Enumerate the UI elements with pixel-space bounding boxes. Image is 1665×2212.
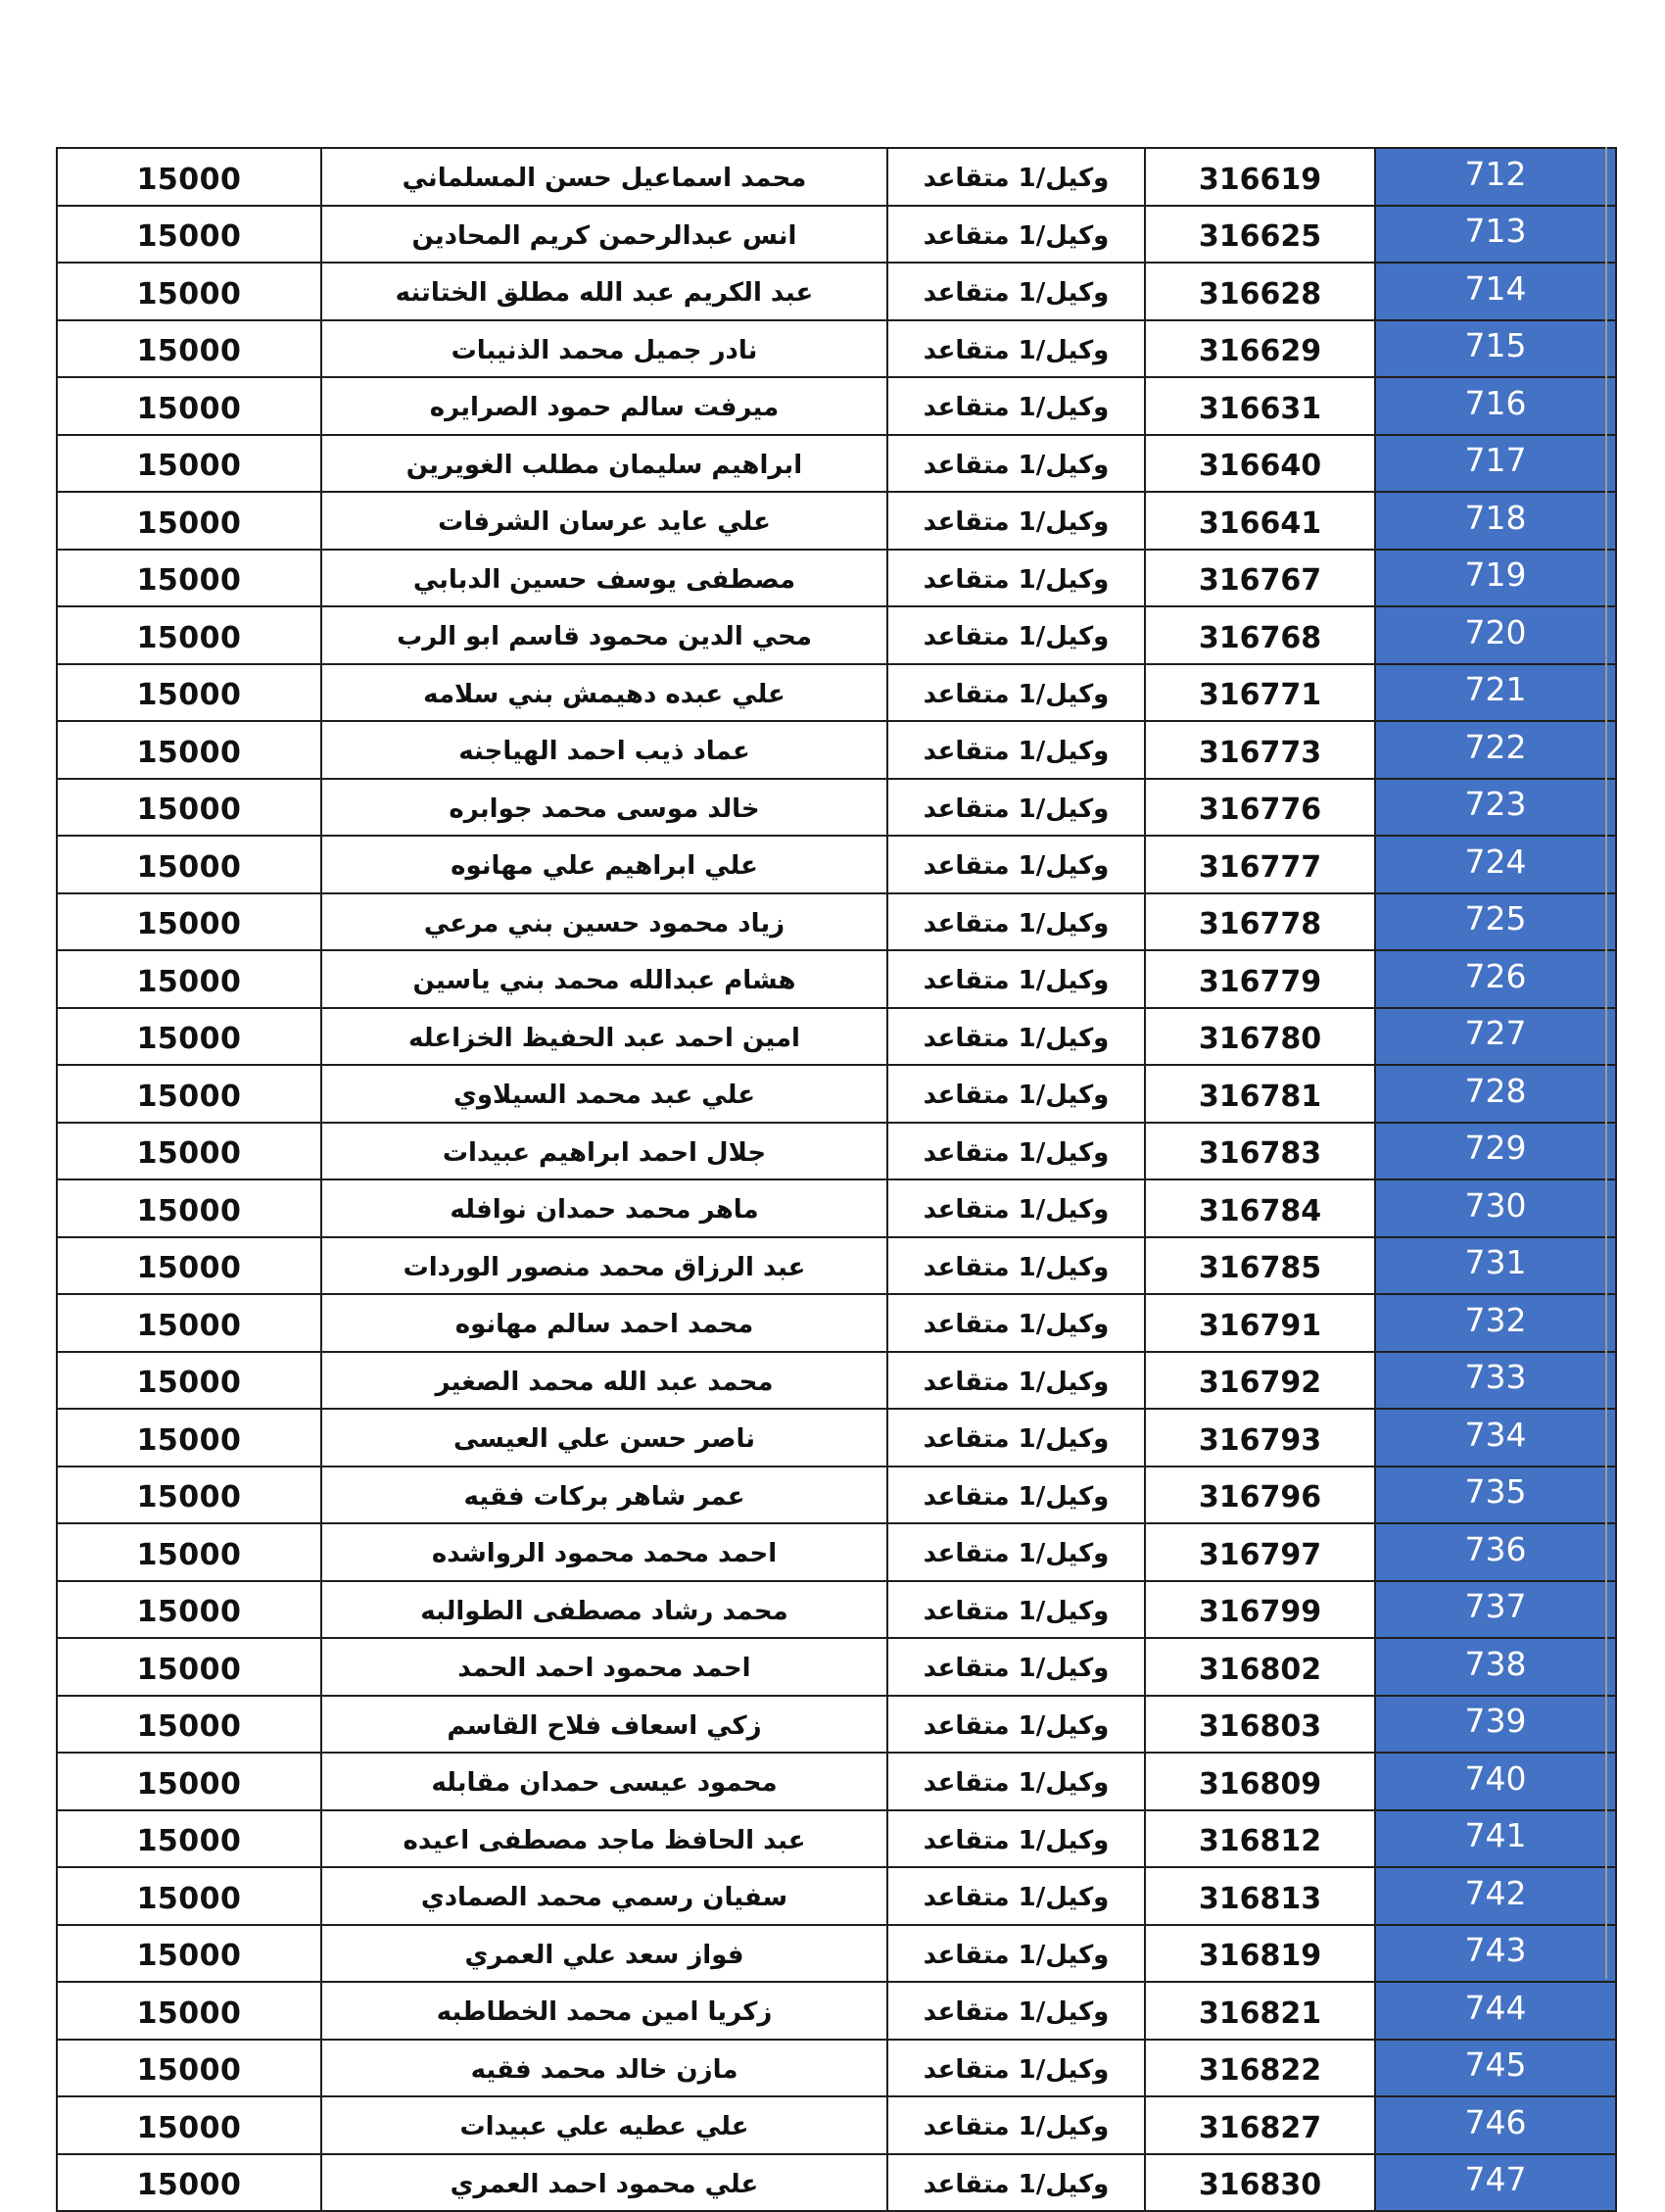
record-id-cell: 316631 xyxy=(1145,377,1375,435)
full-name-cell: مازن خالد محمد فقيه xyxy=(321,2040,887,2097)
record-id-cell: 316819 xyxy=(1145,1925,1375,1983)
amount-cell: 15000 xyxy=(57,2096,321,2154)
record-id-cell: 316629 xyxy=(1145,320,1375,378)
table-row xyxy=(57,1925,1616,1983)
table-row xyxy=(57,435,1616,493)
sequence-number-cell: 714 xyxy=(1375,263,1616,320)
status-type-cell: وكيل/1 متقاعد xyxy=(887,1581,1145,1639)
status-type-cell: وكيل/1 متقاعد xyxy=(887,206,1145,264)
status-type-cell: وكيل/1 متقاعد xyxy=(887,492,1145,550)
full-name-cell: محمود عيسى حمدان مقابله xyxy=(321,1753,887,1810)
amount-cell: 15000 xyxy=(57,664,321,722)
record-id-cell: 316793 xyxy=(1145,1409,1375,1467)
amount-cell: 15000 xyxy=(57,377,321,435)
sequence-number-cell: 739 xyxy=(1375,1696,1616,1754)
full-name-cell: ميرفت سالم حمود الصرايره xyxy=(321,377,887,435)
record-id-cell: 316812 xyxy=(1145,1810,1375,1868)
status-type-cell: وكيل/1 متقاعد xyxy=(887,1123,1145,1180)
amount-cell: 15000 xyxy=(57,779,321,837)
status-type-cell: وكيل/1 متقاعد xyxy=(887,148,1145,206)
record-id-cell: 316771 xyxy=(1145,664,1375,722)
sequence-number-cell: 725 xyxy=(1375,893,1616,951)
table-row xyxy=(57,893,1616,951)
table-row xyxy=(57,263,1616,320)
sequence-number-cell: 738 xyxy=(1375,1638,1616,1696)
full-name-cell: امين احمد عبد الحفيظ الخزاعله xyxy=(321,1008,887,1066)
full-name-cell: محي الدين محمود قاسم ابو الرب xyxy=(321,606,887,664)
table-row xyxy=(57,1867,1616,1925)
table-row xyxy=(57,1008,1616,1066)
record-id-cell: 316830 xyxy=(1145,2154,1375,2212)
table-row xyxy=(57,1237,1616,1295)
sequence-number-cell: 737 xyxy=(1375,1581,1616,1639)
sequence-number-cell: 727 xyxy=(1375,1008,1616,1066)
record-id-cell: 316628 xyxy=(1145,263,1375,320)
status-type-cell: وكيل/1 متقاعد xyxy=(887,1638,1145,1696)
sequence-number-cell: 731 xyxy=(1375,1237,1616,1295)
full-name-cell: علي عطيه علي عبيدات xyxy=(321,2096,887,2154)
amount-cell: 15000 xyxy=(57,1753,321,1810)
sequence-number-cell: 742 xyxy=(1375,1867,1616,1925)
full-name-cell: انس عبدالرحمن كريم المحادين xyxy=(321,206,887,264)
sequence-number-cell: 736 xyxy=(1375,1523,1616,1581)
record-id-cell: 316809 xyxy=(1145,1753,1375,1810)
amount-cell: 15000 xyxy=(57,950,321,1008)
full-name-cell: عمر شاهر بركات فقيه xyxy=(321,1467,887,1524)
record-id-cell: 316640 xyxy=(1145,435,1375,493)
table-row xyxy=(57,1696,1616,1754)
record-id-cell: 316773 xyxy=(1145,721,1375,779)
sequence-number-cell: 713 xyxy=(1375,206,1616,264)
sheet-right-edge-line xyxy=(1605,147,1607,1979)
table-row xyxy=(57,1753,1616,1810)
record-id-cell: 316802 xyxy=(1145,1638,1375,1696)
amount-cell: 15000 xyxy=(57,1467,321,1524)
sequence-number-cell: 744 xyxy=(1375,1982,1616,2040)
record-id-cell: 316791 xyxy=(1145,1294,1375,1352)
sequence-number-cell: 746 xyxy=(1375,2096,1616,2154)
sequence-number-cell: 715 xyxy=(1375,320,1616,378)
record-id-cell: 316779 xyxy=(1145,950,1375,1008)
amount-cell: 15000 xyxy=(57,206,321,264)
amount-cell: 15000 xyxy=(57,1065,321,1123)
table-row xyxy=(57,664,1616,722)
full-name-cell: عبد الرزاق محمد منصور الوردات xyxy=(321,1237,887,1295)
sequence-number-cell: 719 xyxy=(1375,550,1616,607)
full-name-cell: نادر جميل محمد الذنيبات xyxy=(321,320,887,378)
table-row xyxy=(57,320,1616,378)
sequence-number-cell: 720 xyxy=(1375,606,1616,664)
full-name-cell: علي محمود احمد العمري xyxy=(321,2154,887,2212)
record-id-cell: 316619 xyxy=(1145,148,1375,206)
table-row xyxy=(57,1638,1616,1696)
table-row xyxy=(57,1523,1616,1581)
amount-cell: 15000 xyxy=(57,836,321,893)
amount-cell: 15000 xyxy=(57,1409,321,1467)
status-type-cell: وكيل/1 متقاعد xyxy=(887,836,1145,893)
record-id-cell: 316803 xyxy=(1145,1696,1375,1754)
table-row xyxy=(57,950,1616,1008)
status-type-cell: وكيل/1 متقاعد xyxy=(887,1008,1145,1066)
amount-cell: 15000 xyxy=(57,2154,321,2212)
record-id-cell: 316778 xyxy=(1145,893,1375,951)
status-type-cell: وكيل/1 متقاعد xyxy=(887,2096,1145,2154)
table-row xyxy=(57,2040,1616,2097)
status-type-cell: وكيل/1 متقاعد xyxy=(887,1810,1145,1868)
table-row xyxy=(57,2096,1616,2154)
sequence-number-cell: 740 xyxy=(1375,1753,1616,1810)
sequence-number-cell: 730 xyxy=(1375,1179,1616,1237)
record-id-cell: 316780 xyxy=(1145,1008,1375,1066)
status-type-cell: وكيل/1 متقاعد xyxy=(887,435,1145,493)
full-name-cell: علي عبد محمد السيلاوي xyxy=(321,1065,887,1123)
table-body xyxy=(57,148,1616,2211)
status-type-cell: وكيل/1 متقاعد xyxy=(887,606,1145,664)
table-row xyxy=(57,1123,1616,1180)
sequence-number-cell: 747 xyxy=(1375,2154,1616,2212)
full-name-cell: محمد اسماعيل حسن المسلماني xyxy=(321,148,887,206)
record-id-cell: 316785 xyxy=(1145,1237,1375,1295)
table-row xyxy=(57,779,1616,837)
table-row xyxy=(57,1179,1616,1237)
status-type-cell: وكيل/1 متقاعد xyxy=(887,1409,1145,1467)
amount-cell: 15000 xyxy=(57,1696,321,1754)
sequence-number-cell: 735 xyxy=(1375,1467,1616,1524)
table-row xyxy=(57,721,1616,779)
amount-cell: 15000 xyxy=(57,1123,321,1180)
table-row xyxy=(57,492,1616,550)
status-type-cell: وكيل/1 متقاعد xyxy=(887,377,1145,435)
amount-cell: 15000 xyxy=(57,1523,321,1581)
table-row xyxy=(57,550,1616,607)
amount-cell: 15000 xyxy=(57,1352,321,1410)
status-type-cell: وكيل/1 متقاعد xyxy=(887,1065,1145,1123)
full-name-cell: عبد الكريم عبد الله مطلق الختاتنه xyxy=(321,263,887,320)
full-name-cell: محمد احمد سالم مهانوه xyxy=(321,1294,887,1352)
record-id-cell: 316799 xyxy=(1145,1581,1375,1639)
amount-cell: 15000 xyxy=(57,1294,321,1352)
record-id-cell: 316784 xyxy=(1145,1179,1375,1237)
full-name-cell: ابراهيم سليمان مطلب الغويرين xyxy=(321,435,887,493)
sequence-number-cell: 722 xyxy=(1375,721,1616,779)
full-name-cell: علي عبده دهيمش بني سلامه xyxy=(321,664,887,722)
table-row xyxy=(57,606,1616,664)
amount-cell: 15000 xyxy=(57,1810,321,1868)
table-row xyxy=(57,1810,1616,1868)
status-type-cell: وكيل/1 متقاعد xyxy=(887,1237,1145,1295)
sequence-number-cell: 721 xyxy=(1375,664,1616,722)
sequence-number-cell: 728 xyxy=(1375,1065,1616,1123)
status-type-cell: وكيل/1 متقاعد xyxy=(887,2154,1145,2212)
full-name-cell: عماد ذيب احمد الهياجنه xyxy=(321,721,887,779)
full-name-cell: محمد عبد الله محمد الصغير xyxy=(321,1352,887,1410)
record-id-cell: 316796 xyxy=(1145,1467,1375,1524)
full-name-cell: علي عايد عرسان الشرفات xyxy=(321,492,887,550)
sequence-number-cell: 729 xyxy=(1375,1123,1616,1180)
full-name-cell: ناصر حسن علي العيسى xyxy=(321,1409,887,1467)
amount-cell: 15000 xyxy=(57,550,321,607)
full-name-cell: زياد محمود حسين بني مرعي xyxy=(321,893,887,951)
record-id-cell: 316797 xyxy=(1145,1523,1375,1581)
sequence-number-cell: 726 xyxy=(1375,950,1616,1008)
sequence-number-cell: 732 xyxy=(1375,1294,1616,1352)
full-name-cell: سفيان رسمي محمد الصمادي xyxy=(321,1867,887,1925)
full-name-cell: هشام عبدالله محمد بني ياسين xyxy=(321,950,887,1008)
amount-cell: 15000 xyxy=(57,1638,321,1696)
amount-cell: 15000 xyxy=(57,1179,321,1237)
amount-cell: 15000 xyxy=(57,721,321,779)
sequence-number-cell: 734 xyxy=(1375,1409,1616,1467)
table-row xyxy=(57,1409,1616,1467)
sequence-number-cell: 718 xyxy=(1375,492,1616,550)
amount-cell: 15000 xyxy=(57,492,321,550)
record-id-cell: 316822 xyxy=(1145,2040,1375,2097)
table-row xyxy=(57,1581,1616,1639)
status-type-cell: وكيل/1 متقاعد xyxy=(887,2040,1145,2097)
record-id-cell: 316625 xyxy=(1145,206,1375,264)
full-name-cell: احمد محمد محمود الرواشده xyxy=(321,1523,887,1581)
amount-cell: 15000 xyxy=(57,893,321,951)
amount-cell: 15000 xyxy=(57,320,321,378)
full-name-cell: عبد الحافظ ماجد مصطفى اعيده xyxy=(321,1810,887,1868)
status-type-cell: وكيل/1 متقاعد xyxy=(887,1696,1145,1754)
record-id-cell: 316641 xyxy=(1145,492,1375,550)
record-id-cell: 316827 xyxy=(1145,2096,1375,2154)
status-type-cell: وكيل/1 متقاعد xyxy=(887,664,1145,722)
table-row xyxy=(57,148,1616,206)
full-name-cell: احمد محمود احمد الحمد xyxy=(321,1638,887,1696)
full-name-cell: ماهر محمد حمدان نوافله xyxy=(321,1179,887,1237)
status-type-cell: وكيل/1 متقاعد xyxy=(887,1179,1145,1237)
table-row xyxy=(57,1065,1616,1123)
record-id-cell: 316813 xyxy=(1145,1867,1375,1925)
amount-cell: 15000 xyxy=(57,1867,321,1925)
amount-cell: 15000 xyxy=(57,435,321,493)
status-type-cell: وكيل/1 متقاعد xyxy=(887,779,1145,837)
status-type-cell: وكيل/1 متقاعد xyxy=(887,550,1145,607)
amount-cell: 15000 xyxy=(57,1581,321,1639)
record-id-cell: 316776 xyxy=(1145,779,1375,837)
full-name-cell: علي ابراهيم علي مهانوه xyxy=(321,836,887,893)
status-type-cell: وكيل/1 متقاعد xyxy=(887,320,1145,378)
full-name-cell: مصطفى يوسف حسين الدبابي xyxy=(321,550,887,607)
sequence-number-cell: 741 xyxy=(1375,1810,1616,1868)
full-name-cell: خالد موسى محمد جوابره xyxy=(321,779,887,837)
retiree-agent-table xyxy=(56,147,1617,2212)
status-type-cell: وكيل/1 متقاعد xyxy=(887,1523,1145,1581)
sequence-number-cell: 723 xyxy=(1375,779,1616,837)
status-type-cell: وكيل/1 متقاعد xyxy=(887,950,1145,1008)
record-id-cell: 316792 xyxy=(1145,1352,1375,1410)
full-name-cell: جلال احمد ابراهيم عبيدات xyxy=(321,1123,887,1180)
record-id-cell: 316777 xyxy=(1145,836,1375,893)
sequence-number-cell: 717 xyxy=(1375,435,1616,493)
amount-cell: 15000 xyxy=(57,1982,321,2040)
sequence-number-cell: 733 xyxy=(1375,1352,1616,1410)
table-row xyxy=(57,377,1616,435)
table-row xyxy=(57,1467,1616,1524)
table-row xyxy=(57,206,1616,264)
table-row xyxy=(57,1982,1616,2040)
record-id-cell: 316767 xyxy=(1145,550,1375,607)
sequence-number-cell: 743 xyxy=(1375,1925,1616,1983)
sequence-number-cell: 712 xyxy=(1375,148,1616,206)
status-type-cell: وكيل/1 متقاعد xyxy=(887,893,1145,951)
status-type-cell: وكيل/1 متقاعد xyxy=(887,263,1145,320)
amount-cell: 15000 xyxy=(57,148,321,206)
table-row xyxy=(57,1352,1616,1410)
status-type-cell: وكيل/1 متقاعد xyxy=(887,1925,1145,1983)
full-name-cell: محمد رشاد مصطفى الطوالبه xyxy=(321,1581,887,1639)
amount-cell: 15000 xyxy=(57,606,321,664)
full-name-cell: زكي اسعاف فلاح القاسم xyxy=(321,1696,887,1754)
status-type-cell: وكيل/1 متقاعد xyxy=(887,1352,1145,1410)
table-row xyxy=(57,2154,1616,2212)
record-id-cell: 316821 xyxy=(1145,1982,1375,2040)
full-name-cell: زكريا امين محمد الخطاطبه xyxy=(321,1982,887,2040)
sequence-number-cell: 716 xyxy=(1375,377,1616,435)
amount-cell: 15000 xyxy=(57,1925,321,1983)
status-type-cell: وكيل/1 متقاعد xyxy=(887,1867,1145,1925)
status-type-cell: وكيل/1 متقاعد xyxy=(887,721,1145,779)
record-id-cell: 316783 xyxy=(1145,1123,1375,1180)
status-type-cell: وكيل/1 متقاعد xyxy=(887,1467,1145,1524)
table-row xyxy=(57,1294,1616,1352)
amount-cell: 15000 xyxy=(57,263,321,320)
sequence-number-cell: 724 xyxy=(1375,836,1616,893)
sequence-number-cell: 745 xyxy=(1375,2040,1616,2097)
record-id-cell: 316768 xyxy=(1145,606,1375,664)
record-id-cell: 316781 xyxy=(1145,1065,1375,1123)
amount-cell: 15000 xyxy=(57,1237,321,1295)
table-row xyxy=(57,836,1616,893)
amount-cell: 15000 xyxy=(57,1008,321,1066)
amount-cell: 15000 xyxy=(57,2040,321,2097)
status-type-cell: وكيل/1 متقاعد xyxy=(887,1982,1145,2040)
status-type-cell: وكيل/1 متقاعد xyxy=(887,1753,1145,1810)
full-name-cell: فواز سعد علي العمري xyxy=(321,1925,887,1983)
status-type-cell: وكيل/1 متقاعد xyxy=(887,1294,1145,1352)
